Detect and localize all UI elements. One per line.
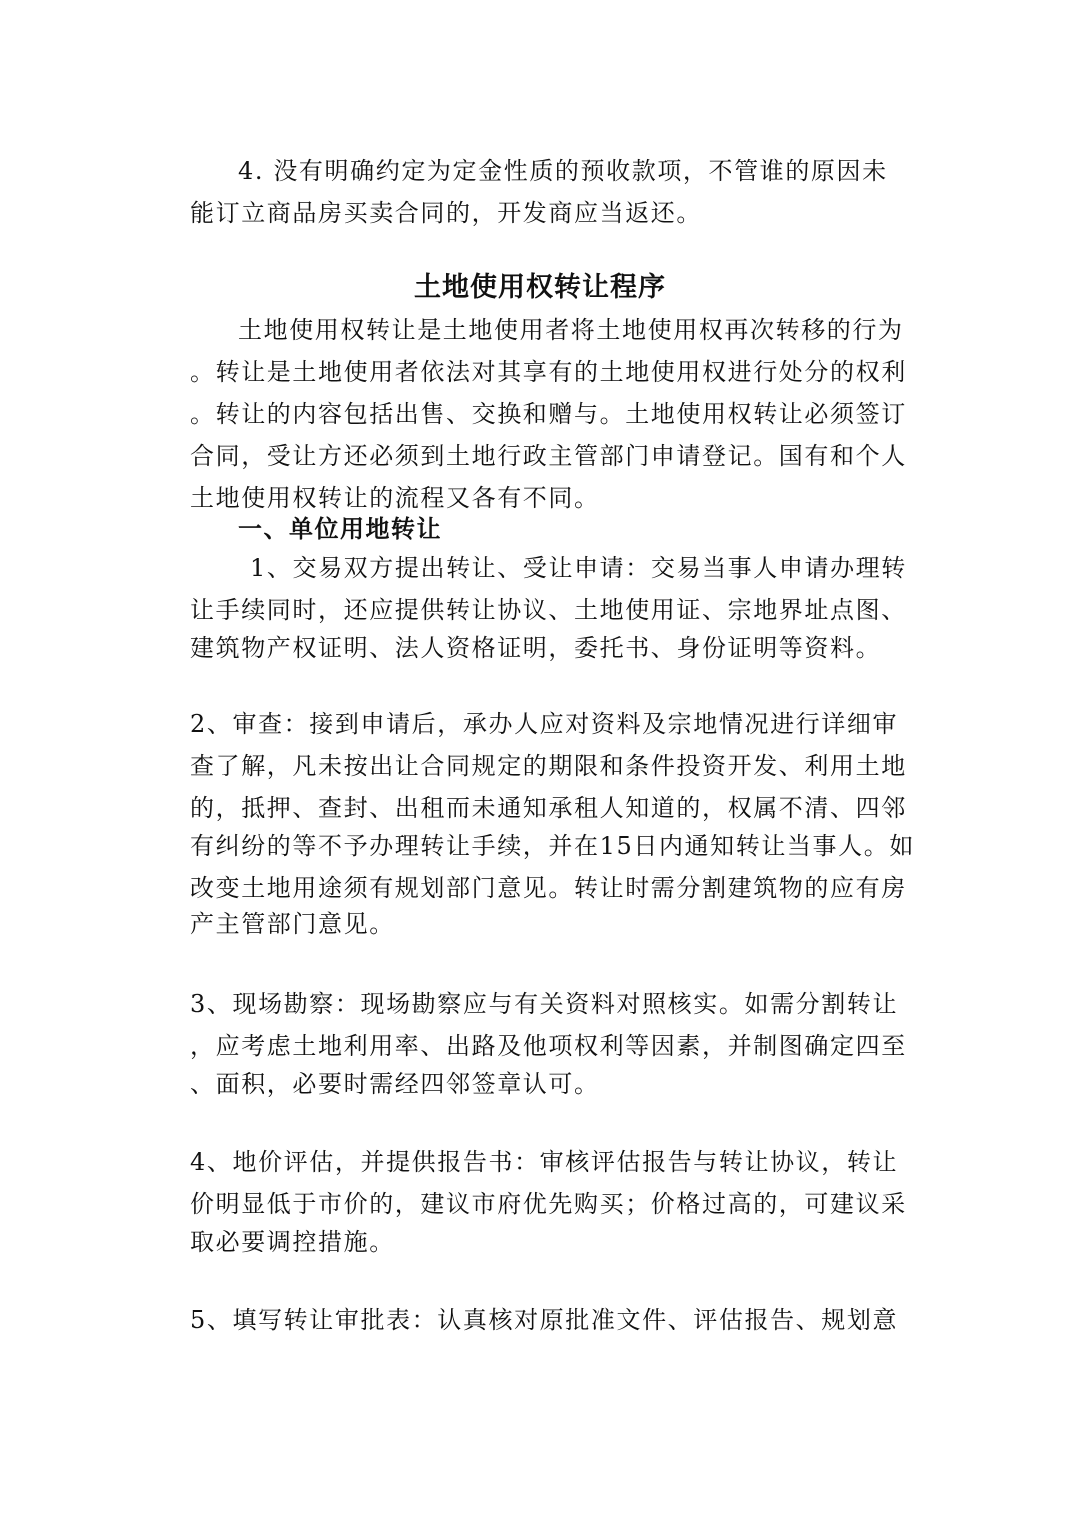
paragraph-line: 合同，受让方还必须到土地行政主管部门申请登记。国有和个人 (190, 442, 907, 470)
paragraph-line: 4、地价评估，并提供报告书：审核评估报告与转让协议，转让 (190, 1148, 899, 1176)
paragraph-line: 4. 没有明确约定为定金性质的预收款项，不管谁的原因未 (238, 157, 888, 185)
paragraph-line: 土地使用权转让是土地使用者将土地使用权再次转移的行为 (238, 316, 904, 344)
paragraph-line: 能订立商品房买卖合同的，开发商应当返还。 (190, 199, 702, 227)
paragraph-line: 1、交易双方提出转让、受让申请：交易当事人申请办理转 (250, 554, 907, 582)
paragraph-line: 的，抵押、查封、出租而未通知承租人知道的，权属不清、四邻 (190, 794, 907, 822)
paragraph-line: 。转让的内容包括出售、交换和赠与。土地使用权转让必须签订 (190, 400, 907, 428)
paragraph-line: 。转让是土地使用者依法对其享有的土地使用权进行处分的权利 (190, 358, 907, 386)
paragraph-line: 3、现场勘察：现场勘察应与有关资料对照核实。如需分割转让 (190, 990, 899, 1018)
paragraph-line: 有纠纷的等不予办理转让手续，并在15日内通知转让当事人。如 (190, 832, 915, 860)
paragraph-line: 取必要调控措施。 (190, 1228, 395, 1256)
page-title: 土地使用权转让程序 (414, 272, 666, 303)
paragraph-line: 让手续同时，还应提供转让协议、土地使用证、宗地界址点图、 (190, 596, 907, 624)
paragraph-line: 价明显低于市价的，建议市府优先购买；价格过高的，可建议采 (190, 1190, 907, 1218)
paragraph-line: 、面积，必要时需经四邻签章认可。 (190, 1070, 600, 1098)
section-heading: 一、单位用地转让 (238, 515, 442, 543)
paragraph-line: 2、审查：接到申请后，承办人应对资料及宗地情况进行详细审 (190, 710, 899, 738)
paragraph-line: 5、填写转让审批表：认真核对原批准文件、评估报告、规划意 (190, 1306, 899, 1334)
paragraph-line: 建筑物产权证明、法人资格证明，委托书、身份证明等资料。 (190, 634, 882, 662)
paragraph-line: 查了解，凡未按出让合同规定的期限和条件投资开发、利用土地 (190, 752, 907, 780)
paragraph-line: 产主管部门意见。 (190, 910, 395, 938)
paragraph-line: 改变土地用途须有规划部门意见。转让时需分割建筑物的应有房 (190, 874, 907, 902)
paragraph-line: ，应考虑土地利用率、出路及他项权利等因素，并制图确定四至 (190, 1032, 907, 1060)
paragraph-line: 土地使用权转让的流程又各有不同。 (190, 484, 600, 512)
